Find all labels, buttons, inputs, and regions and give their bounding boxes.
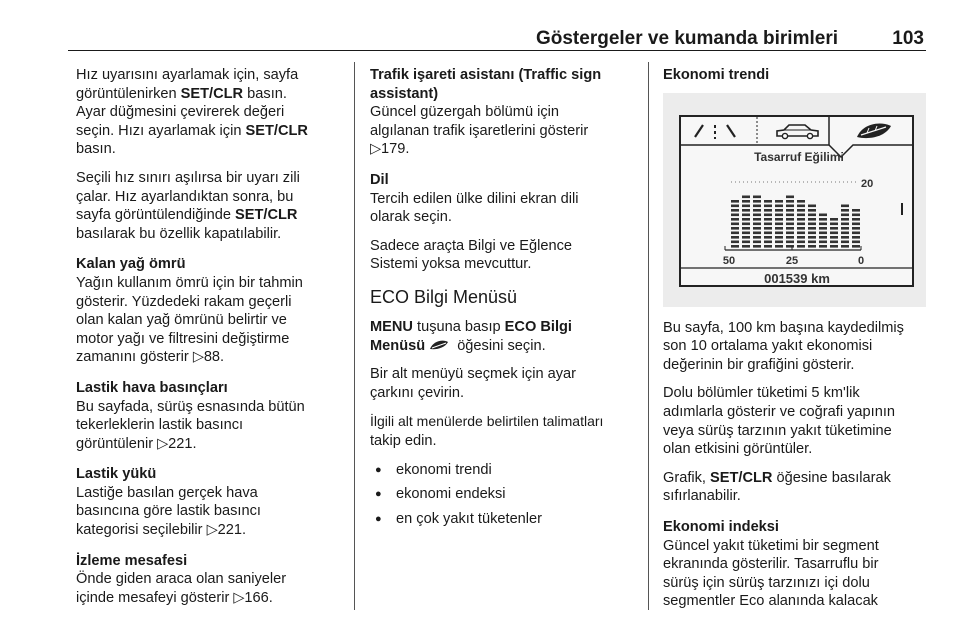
trend-bar-segment — [786, 195, 794, 198]
trend-bar-segment — [731, 222, 739, 225]
trend-bar-segment — [841, 245, 849, 248]
trend-bar-segment — [819, 240, 827, 243]
traffic-sign-ref[interactable]: 179. — [381, 141, 410, 158]
oil-life-ref[interactable]: 88. — [203, 349, 225, 366]
trend-bar-segment — [753, 218, 761, 221]
trend-bar-segment — [742, 245, 750, 248]
following-distance-heading: İzleme mesafesi — [76, 552, 188, 569]
trend-bar-segment — [819, 218, 827, 221]
trend-bar-segment — [808, 227, 816, 230]
trend-bar-segment — [819, 222, 827, 225]
eco-index-text: Güncel yakıt tüketimi bir segment ekranında gösterilir. Tasarruflu bir sürüş için sürüş tarzınızı içi dolu segmentler Eco alanında kalacak — [663, 537, 879, 610]
following-distance-ref[interactable]: 166. — [244, 589, 273, 606]
speed-warning-paragraph: Hız uyarısını ayarlamak için, sayfa görüntülenirken SET/CLR basın. Ayar düğmesini çevirerek değeri seçin. Hızı ayarlamak için SET/CLR basın. — [76, 67, 308, 158]
trend-bar-segment — [753, 227, 761, 230]
screen-title: Tasarruf Eğilimi — [754, 149, 844, 164]
trend-bar-segment — [819, 227, 827, 230]
trend-bar-segment — [786, 213, 794, 216]
trend-bar-segment — [830, 227, 838, 230]
trend-bar-segment — [775, 231, 783, 234]
display-screen — [679, 115, 914, 287]
trend-bar-segment — [764, 204, 772, 207]
column-1 — [76, 66, 338, 617]
trend-bar-segment — [797, 213, 805, 216]
trend-bar-segment — [753, 236, 761, 239]
trend-bar-segment — [797, 218, 805, 221]
trend-bar-segment — [808, 240, 816, 243]
axis-label: 0 — [857, 254, 865, 267]
trend-bar-segment — [841, 218, 849, 221]
trend-bar-segment — [753, 240, 761, 243]
page-reference-icon: ▷ — [370, 141, 382, 158]
trend-bar-segment — [775, 209, 783, 212]
trend-bar-segment — [764, 236, 772, 239]
trend-bar-segment — [764, 240, 772, 243]
trend-bar-segment — [786, 236, 794, 239]
language-text: Tercih edilen ülke dilini ekran dili olarak seçin. — [370, 190, 579, 226]
trend-bar-segment — [764, 200, 772, 203]
page-number: 103 — [892, 28, 924, 49]
trend-bar-segment — [819, 213, 827, 216]
trend-bar-segment — [764, 213, 772, 216]
axis-label: 25 — [785, 254, 799, 267]
column-divider — [648, 62, 649, 610]
trend-bar-segment — [764, 245, 772, 248]
trend-bar-segment — [819, 236, 827, 239]
trend-bar-segment — [786, 204, 794, 207]
trend-bar-segment — [731, 200, 739, 203]
eco-submenu-text: Bir alt menüyü seçmek için ayar çarkını çevirin. — [370, 366, 577, 401]
list-item: ● en çok yakıt tüketenler — [370, 510, 638, 529]
list-item: ● ekonomi trendi — [370, 461, 638, 480]
trend-bar-segment — [764, 227, 772, 230]
eco-trend-heading: Ekonomi trendi — [663, 67, 770, 83]
trend-bar-segment — [852, 209, 860, 212]
trend-bar-segment — [852, 245, 860, 248]
trend-bar-segment — [764, 231, 772, 234]
trend-bar-segment — [753, 200, 761, 203]
trend-bars — [731, 195, 860, 247]
trend-bar-segment — [830, 236, 838, 239]
eco-index-heading: Ekonomi indeksi — [663, 518, 779, 535]
trend-bar-segment — [819, 231, 827, 234]
tire-pressure-heading: Lastik hava basınçları — [76, 379, 228, 396]
car-icon — [777, 125, 818, 139]
trend-bar-segment — [852, 236, 860, 239]
trend-bar-segment — [764, 209, 772, 212]
trend-bar-segment — [742, 227, 750, 230]
trend-bar-segment — [742, 200, 750, 203]
trend-bar-segment — [808, 218, 816, 221]
speed-limit-paragraph: Seçili hız sınırı aşılırsa bir uyarı zili çalar. Hız ayarlandıktan sonra, bu sayfa görüntülendiğinde SET/CLR basılarak bu özellik kapatılabilir. — [76, 169, 300, 242]
trend-bar-segment — [830, 231, 838, 234]
trend-bar-segment — [731, 209, 739, 212]
trend-bar-segment — [775, 240, 783, 243]
trend-bar-segment — [786, 222, 794, 225]
trend-bar-segment — [742, 195, 750, 198]
tire-load-text: Lastiğe basılan gerçek hava basıncına göre lastik basıncı kategorisi seçilebilir ▷221. — [76, 484, 261, 539]
trend-bar-segment — [731, 218, 739, 221]
trend-bar-segment — [764, 218, 772, 221]
language-heading: Dil — [370, 171, 389, 188]
trend-bar-segment — [742, 218, 750, 221]
eco-menu-title: ECO Bilgi Menüsü — [370, 286, 518, 307]
trend-bar-segment — [775, 227, 783, 230]
trend-bar-segment — [731, 227, 739, 230]
trend-bar-segment — [808, 222, 816, 225]
trend-bar-segment — [830, 222, 838, 225]
tire-load-ref[interactable]: 221. — [217, 522, 246, 539]
trend-bar-segment — [852, 218, 860, 221]
odometer-readout: 001539 km — [764, 270, 830, 285]
trend-bar-segment — [753, 213, 761, 216]
trend-bar-segment — [786, 231, 794, 234]
traffic-sign-text: Güncel güzergah bölümü için algılanan trafik işaretlerini gösterir ▷179. — [370, 104, 589, 158]
trend-bar-segment — [775, 218, 783, 221]
eco-leaf-icon — [857, 123, 891, 138]
trend-bar-segment — [852, 231, 860, 234]
trend-bar-segment — [731, 213, 739, 216]
trend-bar-segment — [742, 240, 750, 243]
trend-bar-segment — [742, 213, 750, 216]
trend-bar-segment — [797, 200, 805, 203]
trend-bar-segment — [797, 231, 805, 234]
trend-bar-segment — [808, 213, 816, 216]
eco-trend-reset-text: Grafik, SET/CLR öğesine basılarak sıfırlanabilir. — [663, 469, 891, 505]
trend-bar-segment — [797, 204, 805, 207]
trend-bar-segment — [775, 200, 783, 203]
tire-pressure-ref[interactable]: 221. — [168, 435, 197, 452]
trend-bar-segment — [742, 209, 750, 212]
trend-bar-segment — [852, 240, 860, 243]
tire-pressure-text: Bu sayfada, sürüş esnasında bütün tekerleklerin lastik basıncı görüntülenir ▷221. — [76, 398, 305, 452]
trend-bar-segment — [852, 227, 860, 230]
page-header — [68, 28, 926, 51]
trend-bar-segment — [841, 222, 849, 225]
trend-bar-segment — [753, 222, 761, 225]
trend-bar-segment — [764, 222, 772, 225]
trend-bar-segment — [742, 222, 750, 225]
eco-menu-instruction: MENU tuşuna basıp ECO Bilgi Menüsü öğesini seçin. — [370, 318, 572, 354]
header-title: Göstergeler ve kumanda birimleri — [535, 28, 838, 49]
trend-bar-segment — [797, 209, 805, 212]
trend-bar-segment — [808, 204, 816, 207]
page-reference-icon: ▷ — [192, 349, 205, 366]
column-2 — [370, 66, 638, 534]
trend-bar-segment — [841, 236, 849, 239]
trend-bar-segment — [742, 236, 750, 239]
trend-bar-segment — [808, 231, 816, 234]
list-item: ● ekonomi endeksi — [370, 485, 638, 504]
trend-bar-segment — [786, 209, 794, 212]
trend-bar-segment — [731, 236, 739, 239]
page-reference-icon: ▷ — [157, 435, 169, 452]
trend-bar-segment — [742, 204, 750, 207]
trend-bar-segment — [753, 209, 761, 212]
trend-bar-segment — [841, 227, 849, 230]
trend-bar-segment — [731, 204, 739, 207]
trend-bar-segment — [786, 200, 794, 203]
column-divider — [354, 62, 355, 610]
axis-label: 50 — [722, 254, 736, 267]
trend-bar-segment — [786, 245, 794, 248]
trend-bar-segment — [830, 218, 838, 221]
trend-bar-segment — [731, 240, 739, 243]
trend-bar-segment — [830, 240, 838, 243]
trend-bar-segment — [753, 195, 761, 198]
trend-bar-segment — [753, 204, 761, 207]
page-reference-icon: ▷ — [206, 522, 218, 539]
eco-trend-display — [681, 117, 912, 285]
trend-bar-segment — [852, 213, 860, 216]
trend-bar-segment — [775, 213, 783, 216]
tire-load-heading: Lastik yükü — [76, 466, 157, 483]
trend-bar-segment — [797, 245, 805, 248]
language-note: Sadece araçta Bilgi ve Eğlence Sistemi yoksa mevcuttur. — [370, 237, 573, 273]
trend-bar-segment — [841, 209, 849, 212]
eco-trend-text: Bu sayfa, 100 km başına kaydedilmiş son 10 ortalama yakıt ekonomisi değerinin bir grafiğini gösterir. — [663, 319, 904, 373]
column-3 — [663, 66, 928, 621]
trend-bar-segment — [786, 240, 794, 243]
trend-bar-segment — [731, 245, 739, 248]
trend-bar-segment — [753, 231, 761, 234]
trend-bar-segment — [775, 245, 783, 248]
trend-bar-segment — [841, 213, 849, 216]
trend-bar-segment — [786, 218, 794, 221]
trend-bar-segment — [753, 245, 761, 248]
trend-bar-segment — [797, 236, 805, 239]
trend-bar-segment — [797, 222, 805, 225]
trend-bar-segment — [841, 240, 849, 243]
oil-life-text: Yağın kullanım ömrü için bir tahmin gösterir. Yüzdedeki rakam geçerli olan kalan yağ ömrünü belirtir ve motor yağı ve filtresini değiştirme zamanını gösterir ▷88. — [76, 274, 303, 366]
trend-bar-segment — [731, 231, 739, 234]
trend-bar-segment — [808, 236, 816, 239]
trend-bar-segment — [808, 209, 816, 212]
lane-icon — [695, 125, 735, 139]
trend-bar-segment — [797, 227, 805, 230]
eco-leaf-icon — [428, 338, 450, 350]
eco-instructions-text: İlgili alt menülerde belirtilen talimatları takip edin. — [370, 413, 604, 449]
scale-top-label: 20 — [861, 177, 874, 190]
following-distance-text: Önde giden araca olan saniyeler içinde mesafeyi gösterir ▷166. — [76, 571, 287, 606]
eco-trend-figure — [663, 93, 926, 307]
trend-bar-segment — [808, 245, 816, 248]
trend-bar-segment — [786, 227, 794, 230]
trend-bar-segment — [775, 236, 783, 239]
oil-life-heading: Kalan yağ ömrü — [76, 256, 186, 273]
trend-bar-segment — [852, 222, 860, 225]
traffic-sign-heading: Trafik işareti asistanı (Traffic sign assistant) — [370, 67, 602, 102]
trend-bar-segment — [797, 240, 805, 243]
trend-bar-segment — [819, 245, 827, 248]
trend-bar-segment — [830, 245, 838, 248]
trend-bar-segment — [775, 204, 783, 207]
eco-trend-segments-text: Dolu bölümler tüketimi 5 km'lik adımlarla gösterir ve coğrafi yapının veya sürüş tarzının yakıt tüketimine olan etkisini görüntüler. — [663, 385, 895, 458]
trend-bar-segment — [841, 204, 849, 207]
trend-bar-segment — [742, 231, 750, 234]
page-reference-icon: ▷ — [233, 589, 245, 606]
trend-bar-segment — [841, 231, 849, 234]
trend-bar-segment — [775, 222, 783, 225]
